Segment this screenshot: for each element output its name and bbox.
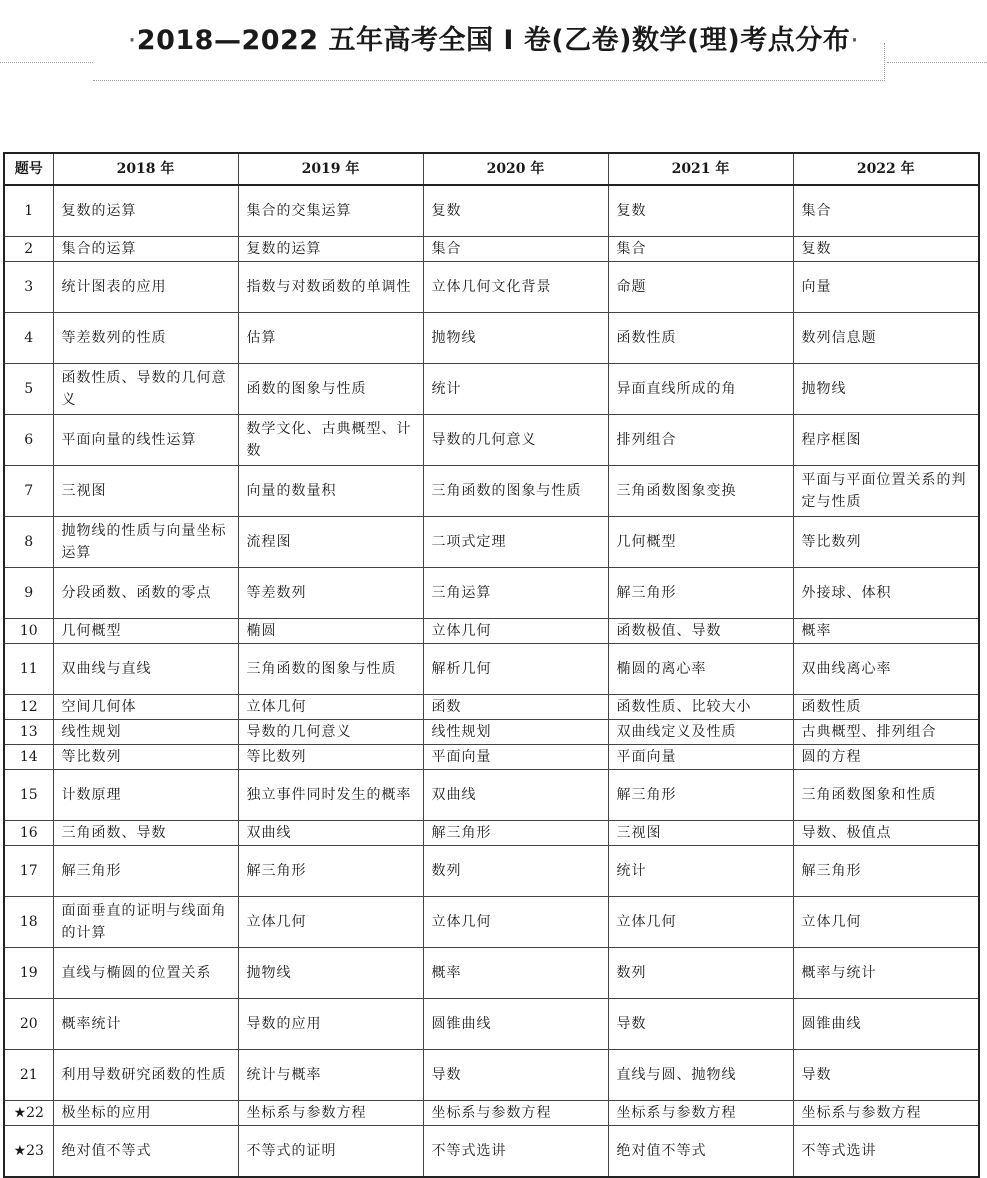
topic-cell-2022: 集合	[793, 185, 979, 237]
topic-cell-2019: 向量的数量积	[238, 466, 423, 517]
topic-cell-2018: 函数性质、导数的几何意义	[53, 364, 238, 415]
question-number: ★23	[4, 1126, 53, 1178]
question-number: 8	[4, 517, 53, 568]
topic-cell-2020: 导数	[423, 1050, 608, 1101]
topic-cell-2021: 数列	[608, 948, 793, 999]
topic-cell-2019: 等差数列	[238, 568, 423, 619]
topic-cell-2021: 立体几何	[608, 897, 793, 948]
question-number: 11	[4, 644, 53, 695]
topic-cell-2020: 复数	[423, 185, 608, 237]
topic-cell-2022: 平面与平面位置关系的判定与性质	[793, 466, 979, 517]
table-row	[4, 237, 979, 262]
header-year-2021: 2021 年	[608, 153, 793, 185]
table-body	[4, 185, 979, 1177]
topic-cell-2019: 立体几何	[238, 695, 423, 720]
topic-cell-2019: 统计与概率	[238, 1050, 423, 1101]
topic-cell-2018: 概率统计	[53, 999, 238, 1050]
table-row	[4, 948, 979, 999]
topic-cell-2019: 独立事件同时发生的概率	[238, 770, 423, 821]
topic-cell-2018: 利用导数研究函数的性质	[53, 1050, 238, 1101]
topic-cell-2022: 导数、极值点	[793, 821, 979, 846]
question-number: 14	[4, 745, 53, 770]
question-number: 10	[4, 619, 53, 644]
topic-cell-2022: 向量	[793, 262, 979, 313]
topic-cell-2021: 几何概型	[608, 517, 793, 568]
topic-cell-2021: 三角函数图象变换	[608, 466, 793, 517]
question-number: 16	[4, 821, 53, 846]
table-header-row	[4, 153, 979, 185]
question-number: 21	[4, 1050, 53, 1101]
question-number: 20	[4, 999, 53, 1050]
topic-cell-2018: 抛物线的性质与向量坐标运算	[53, 517, 238, 568]
topic-cell-2020: 统计	[423, 364, 608, 415]
title-rule-left	[0, 62, 93, 63]
table-row	[4, 262, 979, 313]
topic-cell-2018: 双曲线与直线	[53, 644, 238, 695]
topic-cell-2018: 平面向量的线性运算	[53, 415, 238, 466]
topic-cell-2019: 双曲线	[238, 821, 423, 846]
topic-cell-2018: 计数原理	[53, 770, 238, 821]
title-dot-left: ·	[127, 25, 137, 56]
topic-cell-2020: 解析几何	[423, 644, 608, 695]
question-number: 9	[4, 568, 53, 619]
table-row	[4, 1101, 979, 1126]
topic-cell-2018: 三角函数、导数	[53, 821, 238, 846]
topic-cell-2018: 几何概型	[53, 619, 238, 644]
topic-cell-2021: 双曲线定义及性质	[608, 720, 793, 745]
topic-cell-2020: 二项式定理	[423, 517, 608, 568]
topic-cell-2021: 椭圆的离心率	[608, 644, 793, 695]
topic-cell-2022: 圆的方程	[793, 745, 979, 770]
table-row	[4, 821, 979, 846]
topic-cell-2019: 数学文化、古典概型、计数	[238, 415, 423, 466]
topic-cell-2022: 函数性质	[793, 695, 979, 720]
question-number: 6	[4, 415, 53, 466]
question-number: 19	[4, 948, 53, 999]
topic-cell-2018: 三视图	[53, 466, 238, 517]
question-number: 15	[4, 770, 53, 821]
question-number: 17	[4, 846, 53, 897]
question-number: 4	[4, 313, 53, 364]
table-row	[4, 770, 979, 821]
topic-cell-2018: 直线与椭圆的位置关系	[53, 948, 238, 999]
topic-cell-2021: 命题	[608, 262, 793, 313]
table-row	[4, 185, 979, 237]
topic-cell-2022: 概率	[793, 619, 979, 644]
page-title	[0, 18, 987, 57]
topic-cell-2022: 复数	[793, 237, 979, 262]
topic-cell-2020: 圆锥曲线	[423, 999, 608, 1050]
question-number: 13	[4, 720, 53, 745]
header-year-2022: 2022 年	[793, 153, 979, 185]
topic-cell-2022: 古典概型、排列组合	[793, 720, 979, 745]
topic-cell-2019: 指数与对数函数的单调性	[238, 262, 423, 313]
topic-cell-2022: 圆锥曲线	[793, 999, 979, 1050]
topic-cell-2018: 分段函数、函数的零点	[53, 568, 238, 619]
topic-cell-2020: 平面向量	[423, 745, 608, 770]
topic-cell-2018: 极坐标的应用	[53, 1101, 238, 1126]
topic-cell-2020: 线性规划	[423, 720, 608, 745]
question-number: 5	[4, 364, 53, 415]
topic-cell-2019: 三角函数的图象与性质	[238, 644, 423, 695]
table-row	[4, 745, 979, 770]
topic-cell-2022: 解三角形	[793, 846, 979, 897]
topic-cell-2021: 绝对值不等式	[608, 1126, 793, 1178]
table-row	[4, 517, 979, 568]
question-number: 18	[4, 897, 53, 948]
table-row	[4, 695, 979, 720]
topic-cell-2020: 解三角形	[423, 821, 608, 846]
topic-cell-2021: 三视图	[608, 821, 793, 846]
table-row	[4, 846, 979, 897]
topic-cell-2021: 集合	[608, 237, 793, 262]
topic-cell-2020: 函数	[423, 695, 608, 720]
table-row	[4, 568, 979, 619]
topic-cell-2022: 导数	[793, 1050, 979, 1101]
topic-cell-2022: 坐标系与参数方程	[793, 1101, 979, 1126]
topic-cell-2019: 集合的交集运算	[238, 185, 423, 237]
table-row	[4, 1126, 979, 1178]
topic-cell-2018: 面面垂直的证明与线面角的计算	[53, 897, 238, 948]
topic-cell-2019: 解三角形	[238, 846, 423, 897]
table-row	[4, 644, 979, 695]
topic-cell-2019: 等比数列	[238, 745, 423, 770]
topic-cell-2018: 集合的运算	[53, 237, 238, 262]
topic-cell-2020: 立体几何	[423, 619, 608, 644]
topic-cell-2019: 椭圆	[238, 619, 423, 644]
topic-cell-2020: 立体几何文化背景	[423, 262, 608, 313]
topic-cell-2021: 解三角形	[608, 770, 793, 821]
topic-cell-2019: 导数的几何意义	[238, 720, 423, 745]
topic-cell-2019: 估算	[238, 313, 423, 364]
header-year-2020: 2020 年	[423, 153, 608, 185]
question-number: 7	[4, 466, 53, 517]
topic-cell-2019: 坐标系与参数方程	[238, 1101, 423, 1126]
topic-cell-2021: 异面直线所成的角	[608, 364, 793, 415]
topic-cell-2022: 抛物线	[793, 364, 979, 415]
topic-cell-2021: 解三角形	[608, 568, 793, 619]
question-number: 12	[4, 695, 53, 720]
topic-cell-2019: 抛物线	[238, 948, 423, 999]
topic-cell-2021: 导数	[608, 999, 793, 1050]
question-number: 3	[4, 262, 53, 313]
topic-cell-2021: 函数性质、比较大小	[608, 695, 793, 720]
table-row	[4, 415, 979, 466]
topic-cell-2021: 函数性质	[608, 313, 793, 364]
table-row	[4, 720, 979, 745]
topic-cell-2020: 概率	[423, 948, 608, 999]
topic-cell-2018: 空间几何体	[53, 695, 238, 720]
topic-distribution-table	[3, 152, 980, 1178]
topic-cell-2018: 统计图表的应用	[53, 262, 238, 313]
topic-cell-2022: 数列信息题	[793, 313, 979, 364]
topic-cell-2022: 三角函数图象和性质	[793, 770, 979, 821]
topic-cell-2022: 双曲线离心率	[793, 644, 979, 695]
topic-cell-2019: 立体几何	[238, 897, 423, 948]
topic-cell-2022: 外接球、体积	[793, 568, 979, 619]
topic-cell-2020: 三角函数的图象与性质	[423, 466, 608, 517]
topic-cell-2019: 复数的运算	[238, 237, 423, 262]
topic-cell-2018: 等比数列	[53, 745, 238, 770]
topic-cell-2021: 平面向量	[608, 745, 793, 770]
header-year-2018: 2018 年	[53, 153, 238, 185]
topic-cell-2022: 不等式选讲	[793, 1126, 979, 1178]
table-row	[4, 1050, 979, 1101]
topic-cell-2018: 解三角形	[53, 846, 238, 897]
topic-cell-2020: 不等式选讲	[423, 1126, 608, 1178]
topic-cell-2022: 等比数列	[793, 517, 979, 568]
table-row	[4, 619, 979, 644]
topic-cell-2021: 坐标系与参数方程	[608, 1101, 793, 1126]
topic-cell-2020: 数列	[423, 846, 608, 897]
table-row	[4, 313, 979, 364]
table-row	[4, 897, 979, 948]
topic-cell-2021: 复数	[608, 185, 793, 237]
topic-cell-2021: 排列组合	[608, 415, 793, 466]
topic-cell-2021: 直线与圆、抛物线	[608, 1050, 793, 1101]
table-row	[4, 364, 979, 415]
page-title-text: 2018—2022 五年高考全国 I 卷(乙卷)数学(理)考点分布	[136, 25, 851, 56]
topic-cell-2020: 抛物线	[423, 313, 608, 364]
topic-cell-2018: 线性规划	[53, 720, 238, 745]
table-row	[4, 466, 979, 517]
header-year-2019: 2019 年	[238, 153, 423, 185]
topic-cell-2022: 立体几何	[793, 897, 979, 948]
topic-cell-2021: 函数极值、导数	[608, 619, 793, 644]
topic-cell-2019: 流程图	[238, 517, 423, 568]
question-number: 2	[4, 237, 53, 262]
header-question-number: 题号	[4, 153, 53, 185]
topic-cell-2018: 绝对值不等式	[53, 1126, 238, 1178]
topic-cell-2018: 复数的运算	[53, 185, 238, 237]
topic-cell-2022: 概率与统计	[793, 948, 979, 999]
title-dot-right: ·	[850, 25, 860, 56]
topic-cell-2020: 坐标系与参数方程	[423, 1101, 608, 1126]
question-number: 1	[4, 185, 53, 237]
title-rule-right	[887, 62, 987, 63]
topic-cell-2019: 导数的应用	[238, 999, 423, 1050]
topic-cell-2018: 等差数列的性质	[53, 313, 238, 364]
topic-cell-2019: 不等式的证明	[238, 1126, 423, 1178]
topic-cell-2022: 程序框图	[793, 415, 979, 466]
topic-cell-2020: 导数的几何意义	[423, 415, 608, 466]
question-number: ★22	[4, 1101, 53, 1126]
topic-cell-2020: 立体几何	[423, 897, 608, 948]
table-row	[4, 999, 979, 1050]
topic-cell-2020: 集合	[423, 237, 608, 262]
topic-cell-2020: 三角运算	[423, 568, 608, 619]
topic-cell-2021: 统计	[608, 846, 793, 897]
topic-cell-2019: 函数的图象与性质	[238, 364, 423, 415]
topic-cell-2020: 双曲线	[423, 770, 608, 821]
